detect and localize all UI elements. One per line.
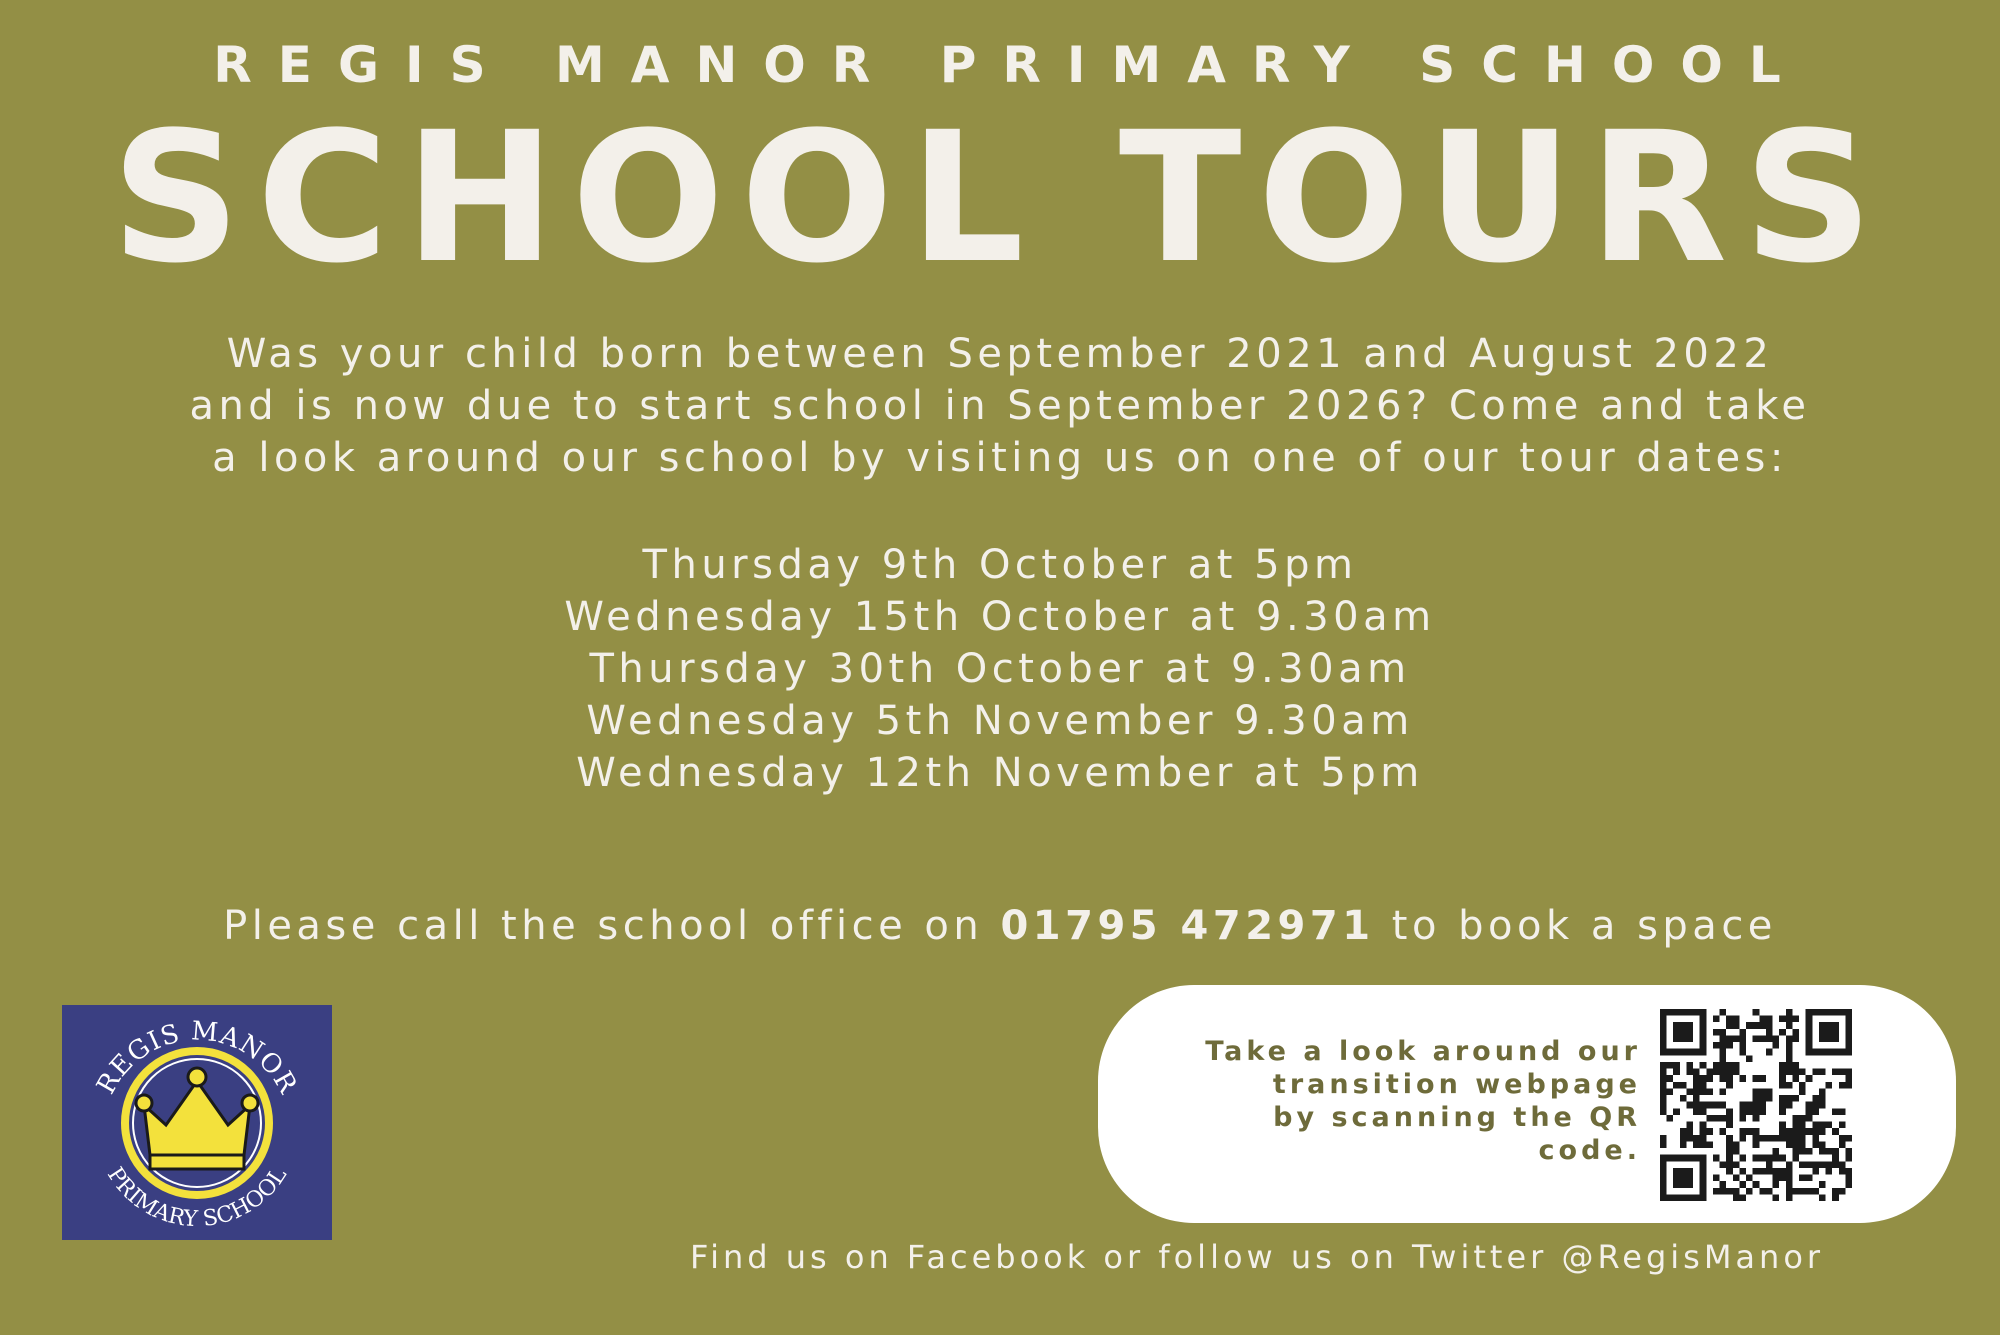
qr-line: Take a look around our bbox=[1205, 1036, 1641, 1067]
booking-prefix: Please call the school office on bbox=[223, 903, 1001, 949]
school-name: REGIS MANOR PRIMARY SCHOOL bbox=[213, 36, 1807, 94]
qr-line: code. bbox=[1538, 1135, 1641, 1166]
logo-top-text: REGIS MANOR bbox=[91, 1016, 303, 1100]
qr-panel bbox=[1098, 985, 1956, 1223]
qr-instructions bbox=[1121, 1035, 1641, 1167]
tour-date: Thursday 9th October at 5pm bbox=[642, 542, 1358, 588]
qr-line: transition webpage bbox=[1272, 1069, 1641, 1100]
booking-text bbox=[0, 903, 2000, 949]
headline: SCHOOL TOURS bbox=[111, 94, 1889, 303]
intro-text bbox=[0, 328, 2000, 484]
tour-dates-list bbox=[0, 539, 2000, 799]
logo-bottom-text: PRIMARY SCHOOL bbox=[101, 1163, 293, 1233]
phone-number: 01795 472971 bbox=[1000, 903, 1375, 949]
qr-code-icon[interactable] bbox=[1660, 1009, 1852, 1201]
crown-icon bbox=[62, 1005, 332, 1240]
intro-line: Was your child born between September 2021 and August 2022 bbox=[226, 331, 1774, 377]
booking-suffix: to book a space bbox=[1374, 903, 1777, 949]
intro-line: a look around our school by visiting us on one of our tour dates: bbox=[212, 435, 1788, 481]
tour-date: Wednesday 12th November at 5pm bbox=[576, 750, 1424, 796]
tour-date: Thursday 30th October at 9.30am bbox=[589, 646, 1411, 692]
tour-date: Wednesday 5th November 9.30am bbox=[586, 698, 1414, 744]
school-logo bbox=[62, 1005, 332, 1240]
qr-line: by scanning the QR bbox=[1273, 1102, 1641, 1133]
tour-date: Wednesday 15th October at 9.30am bbox=[564, 594, 1436, 640]
intro-line: and is now due to start school in September 2026? Come and take bbox=[189, 383, 1811, 429]
social-footer: Find us on Facebook or follow us on Twitter @RegisManor bbox=[690, 1238, 1825, 1276]
